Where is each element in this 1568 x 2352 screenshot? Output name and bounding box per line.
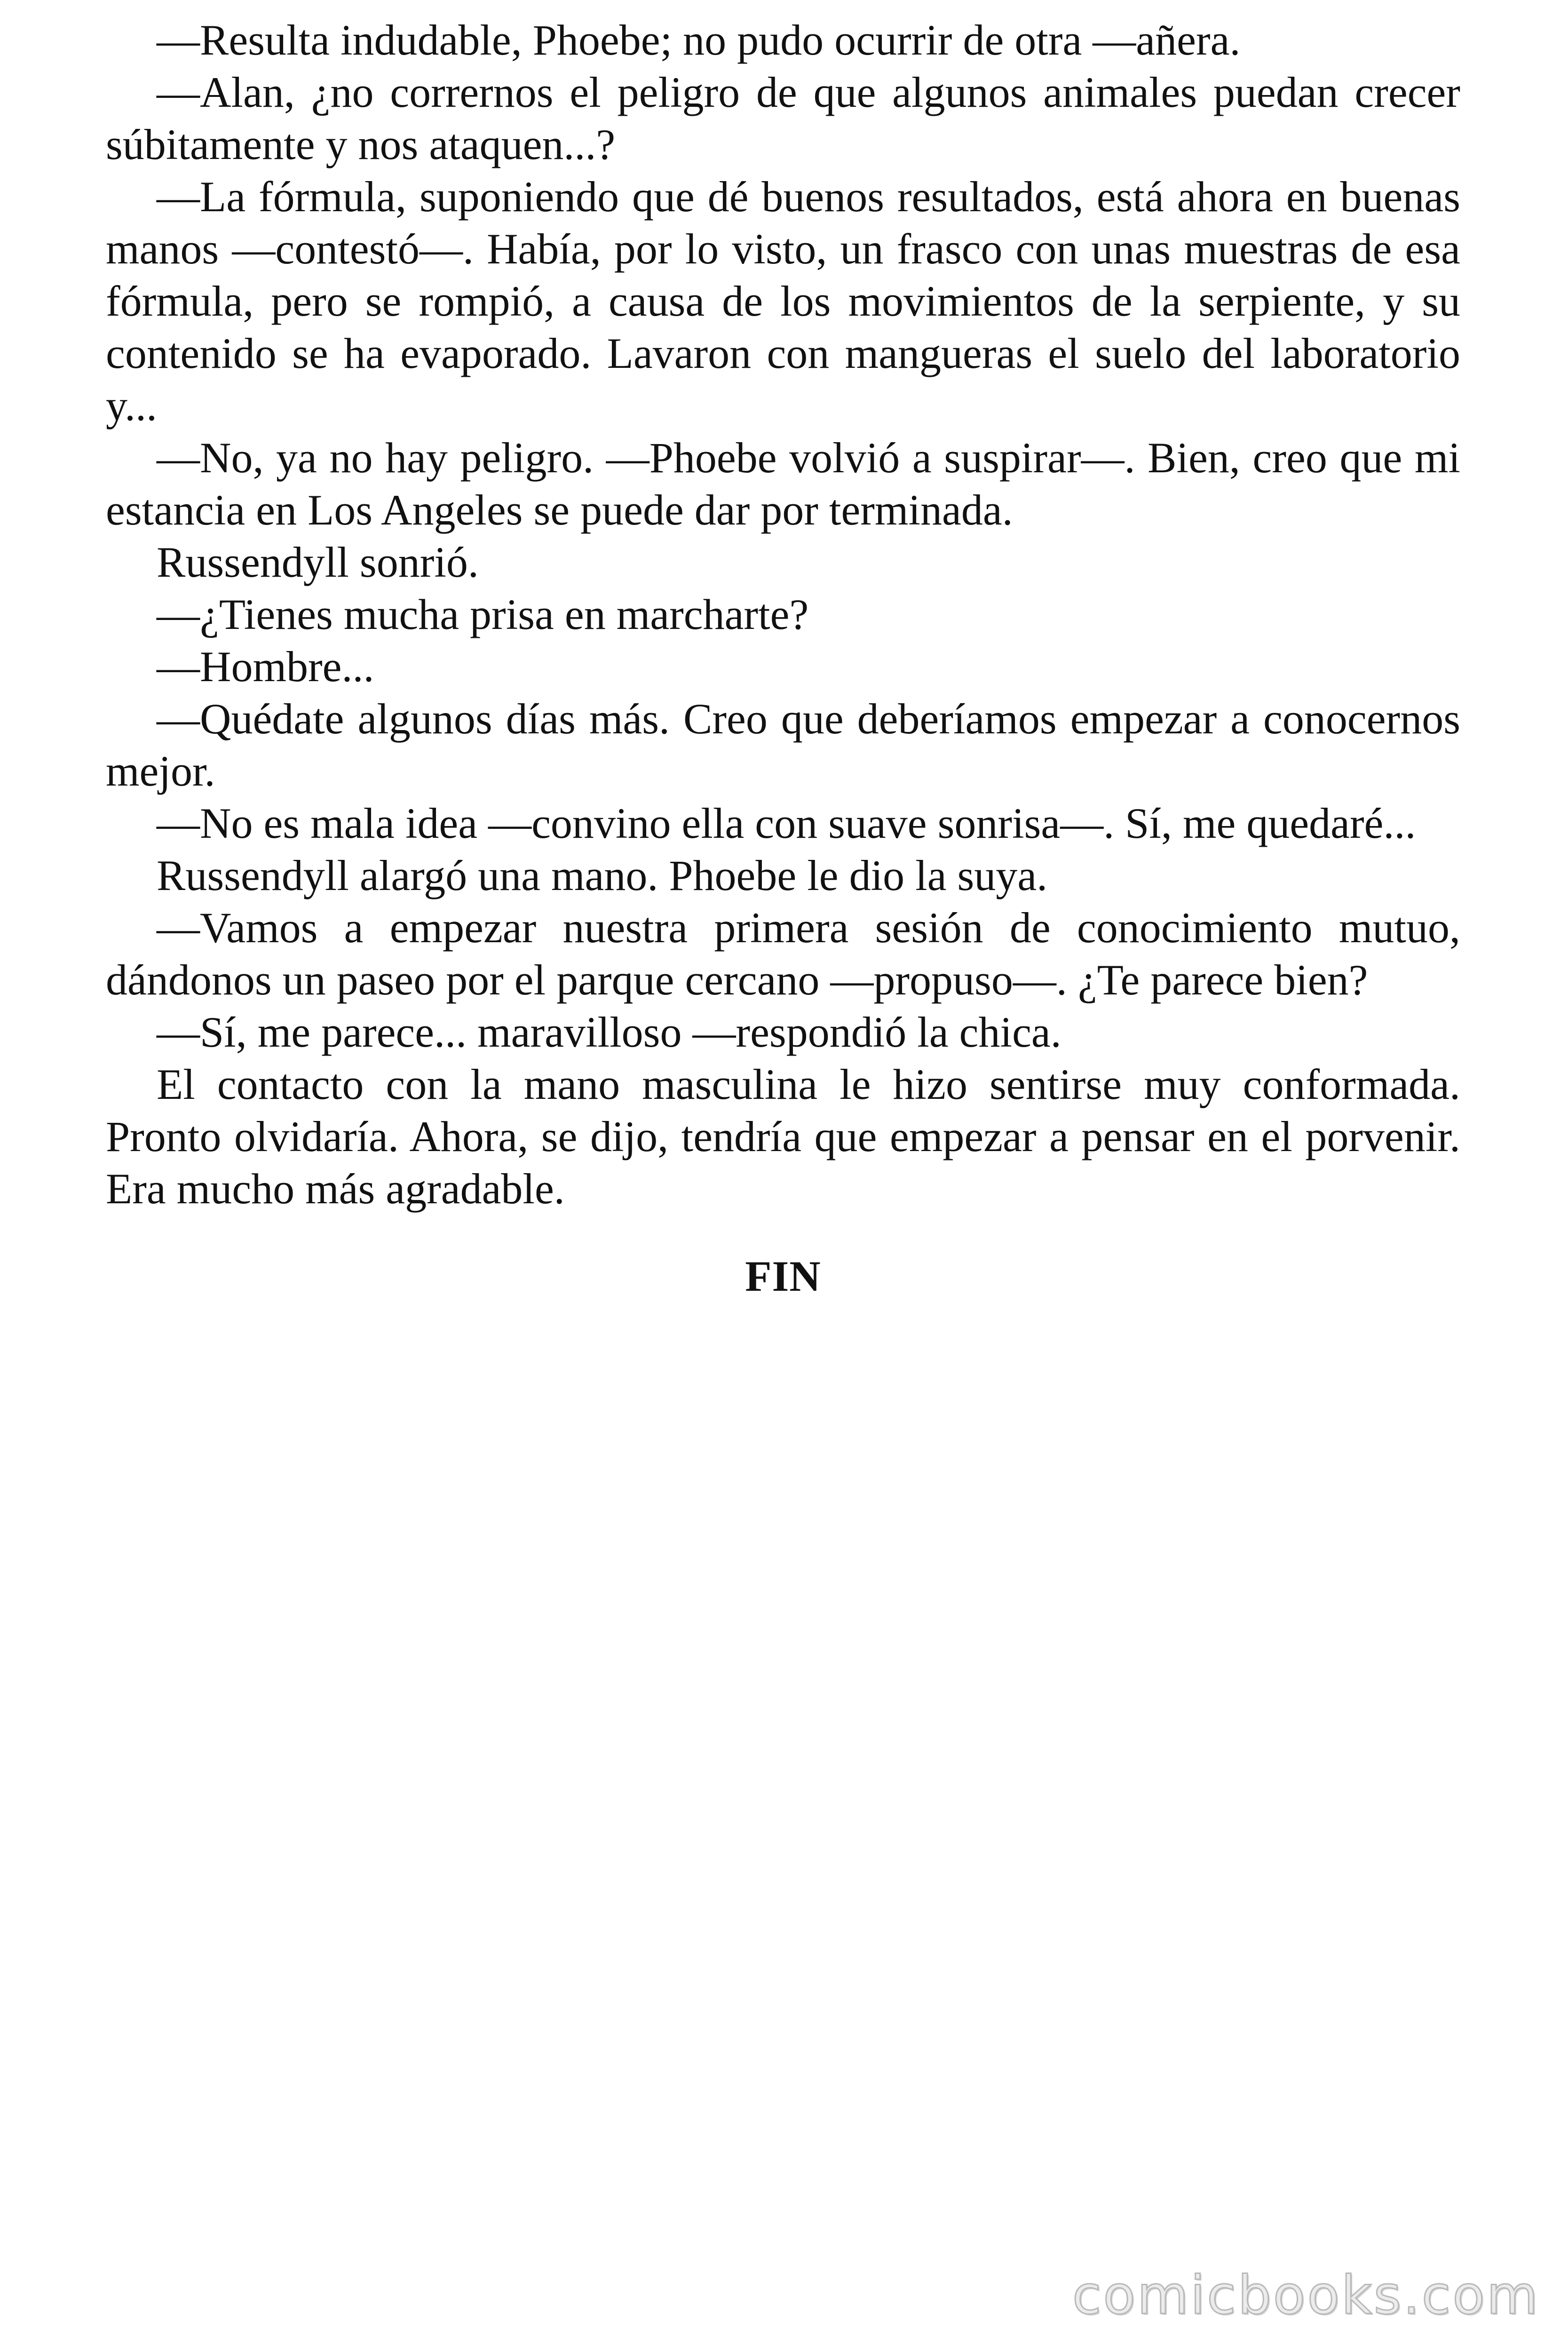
paragraph: —Vamos a empezar nuestra primera sesión de conocimiento mutuo, dándonos un paseo por el parque cercano —propuso—. ¿Te parece bien? <box>106 904 1460 1004</box>
paragraph: Russendyll alargó una mano. Phoebe le dio la suya. <box>157 851 1048 899</box>
end-title: FIN <box>745 1252 821 1300</box>
paragraph: —Hombre... <box>157 643 374 691</box>
paragraph: El contacto con la mano masculina le hizo sentirse muy conformada. Pronto olvidaría. Ahora, se dijo, tendría que empezar a pensar en el porvenir. Era mucho más agradable. <box>106 1060 1460 1213</box>
paragraph: —Quédate algunos días más. Creo que deberíamos empezar a conocernos mejor. <box>106 695 1460 795</box>
paragraph: —¿Tienes mucha prisa en marcharte? <box>157 590 809 638</box>
paragraph: Russendyll sonrió. <box>157 538 479 586</box>
paragraph: —No es mala idea —convino ella con suave sonrisa—. Sí, me quedaré... <box>157 799 1416 847</box>
paragraph: —Alan, ¿no corrernos el peligro de que algunos animales puedan crecer súbitamente y nos ataquen...? <box>106 68 1460 168</box>
paragraph: —Sí, me parece... maravilloso —respondió la chica. <box>157 1008 1061 1056</box>
paragraph: —Resulta indudable, Phoebe; no pudo ocurrir de otra —añera. <box>157 16 1241 64</box>
watermark-logo: comicbooks.com <box>1072 2265 1540 2326</box>
paragraph: —La fórmula, suponiendo que dé buenos resultados, está ahora en buenas manos —contestó—. Había, por lo visto, un frasco con unas muestras de esa fórmula, pero se rompió, a causa de los movimientos de la serpiente, y su contenido se ha evaporado. Lavaron con mangueras el suelo del laboratorio y... <box>106 173 1460 429</box>
paragraph: —No, ya no hay peligro. —Phoebe volvió a suspirar—. Bien, creo que mi estancia en Los Angeles se puede dar por terminada. <box>106 434 1460 534</box>
story-text <box>106 14 1460 1303</box>
